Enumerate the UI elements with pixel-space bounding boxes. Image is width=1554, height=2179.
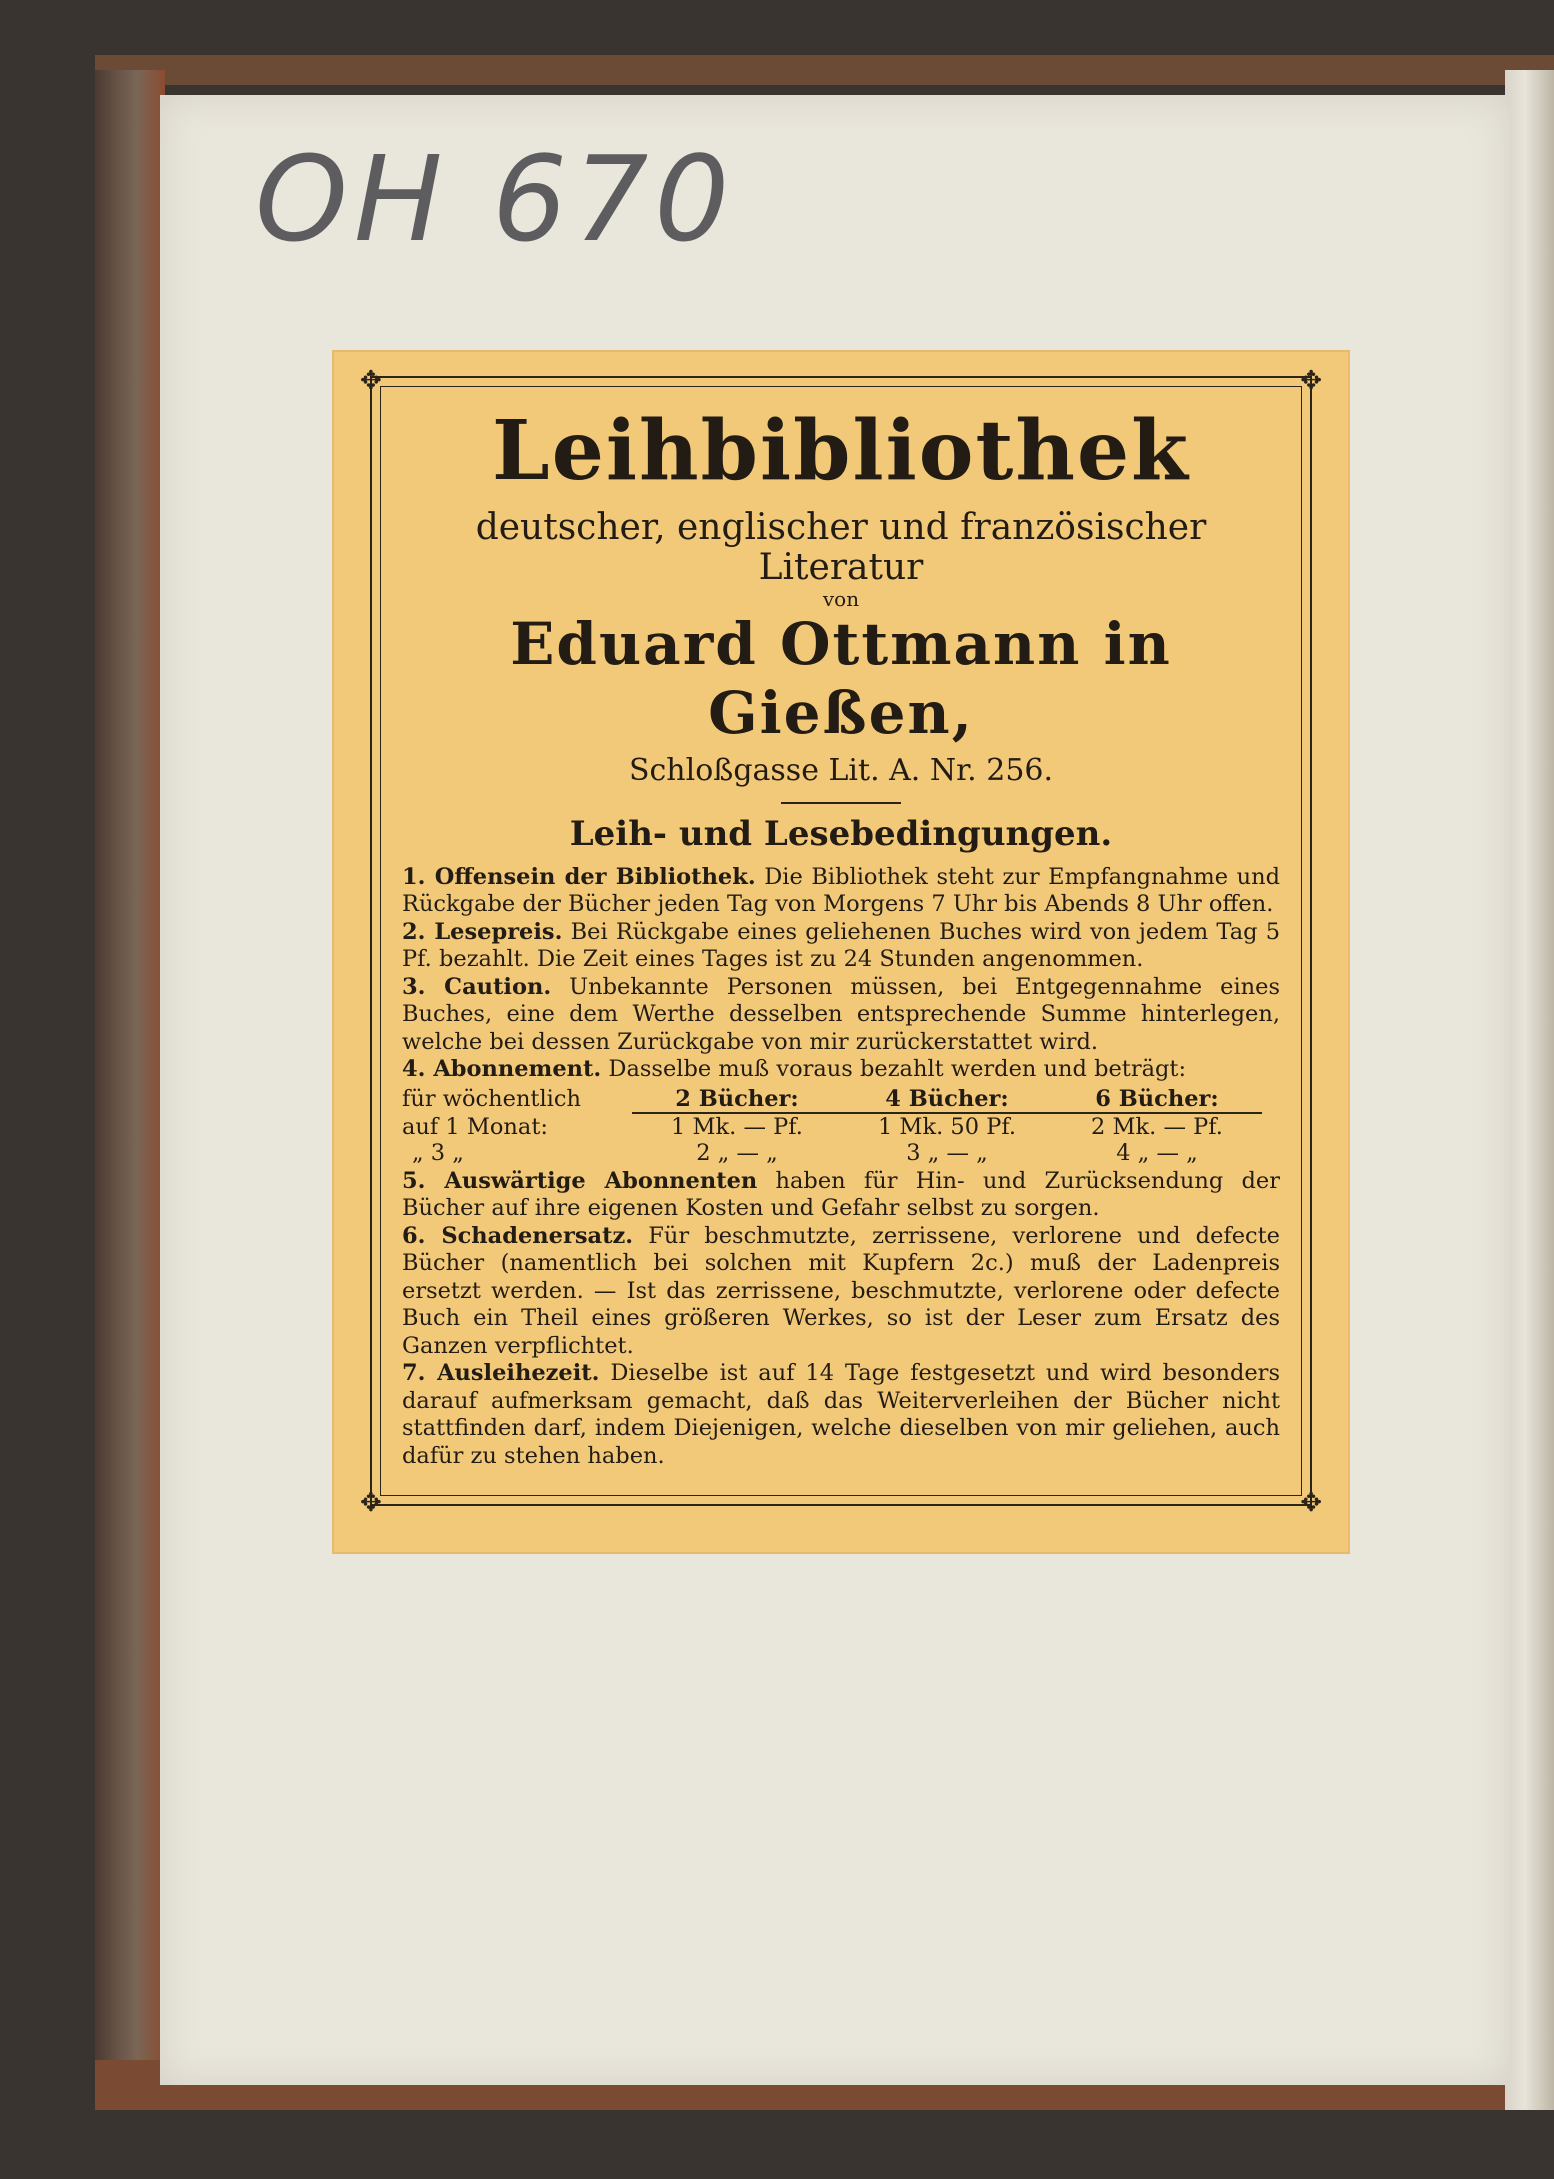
table-cell: 1 Mk. — Pf. <box>671 1113 803 1140</box>
condition-7 <box>402 1360 1280 1470</box>
table-header: 6 Bücher: <box>1052 1086 1262 1114</box>
owner-name: Eduard Ottmann in Gießen, <box>510 609 1172 748</box>
condition-number: 1. Offensein der Bibliothek. <box>402 863 756 890</box>
condition-number: 5. Auswärtige Abonnenten <box>402 1167 758 1194</box>
subscription-table <box>402 1086 1280 1166</box>
corner-ornament-icon: ✥ <box>1300 1488 1322 1518</box>
condition-3 <box>402 974 1280 1057</box>
book-cover-left-edge <box>95 70 165 2110</box>
book-cover-top-edge <box>95 55 1554 85</box>
condition-text: Unbekannte Personen müssen, bei Entgegennahme eines Buches, eine dem Werthe desselben entsprechende Summe hinterlegen, welche bei dessen Zurückgabe von mir zurückerstattet wird. <box>402 973 1280 1055</box>
divider <box>781 802 901 804</box>
table-cell: 1 Mk. 50 Pf. <box>877 1113 1017 1140</box>
handwritten-shelfmark: OH 670 <box>255 130 736 268</box>
label-title: Leihbibliothek <box>492 403 1190 499</box>
corner-ornament-icon: ✥ <box>1300 366 1322 396</box>
condition-text: Dieselbe ist auf 14 Tage festgesetzt und wird besonders darauf aufmerksam gemacht, daß das Weiterverleihen der Bücher nicht stattfinden darf, indem Diejenigen, welche dieselben von mir geliehen, auch dafür zu stehen haben. <box>402 1360 1280 1469</box>
library-label <box>334 352 1348 1552</box>
condition-1 <box>402 864 1280 919</box>
table-cell: für wöchentlich <box>402 1085 581 1112</box>
page-fore-edge <box>1505 70 1554 2110</box>
table-header: 4 Bücher: <box>842 1086 1052 1114</box>
table-cell: 4 „ — „ <box>1116 1139 1198 1166</box>
condition-number: 4. Abonnement. <box>402 1056 602 1083</box>
table-cell: 2 „ — „ <box>696 1139 778 1166</box>
table-cell: „ 3 „ <box>412 1139 464 1166</box>
owner-address: Schloßgasse Lit. A. Nr. 256. <box>628 752 1054 788</box>
condition-number: 3. Caution. <box>402 973 552 1000</box>
condition-5 <box>402 1168 1280 1223</box>
table-cell: 3 „ — „ <box>906 1139 988 1166</box>
condition-4 <box>402 1056 1280 1084</box>
table-cell: 2 Mk. — Pf. <box>1091 1113 1223 1140</box>
condition-2 <box>402 919 1280 974</box>
condition-text: haben für Hin- und Zurücksendung der Bücher auf ihre eigenen Kosten und Gefahr selbst zu sorgen. <box>402 1167 1280 1222</box>
condition-text: Die Bibliothek steht zur Empfangnahme und Rückgabe der Bücher jeden Tag von Morgens 7 Uhr bis Abends 8 Uhr offen. <box>402 863 1280 918</box>
condition-text: Für beschmutzte, zerrissene, verlorene und defecte Bücher (namentlich bei solchen mit Kupfern 2c.) muß der Ladenpreis ersetzt werden. — Ist das zerrissene, beschmutzte, verlorene oder defecte Buch ein Theil eines größeren Werkes, so ist der Leser zum Ersatz des Ganzen verpflichtet. <box>402 1222 1280 1359</box>
condition-6 <box>402 1223 1280 1361</box>
label-content <box>402 402 1280 1482</box>
condition-text: Bei Rückgabe eines geliehenen Buches wird von jedem Tag 5 Pf. bezahlt. Die Zeit eines Tages ist zu 24 Stunden angenommen. <box>402 918 1281 973</box>
label-von: von <box>822 586 860 611</box>
table-header: 2 Bücher: <box>632 1086 842 1114</box>
label-subtitle: deutscher, englischer und französischer Literatur <box>475 507 1207 588</box>
condition-number: 2. Lesepreis. <box>402 918 563 945</box>
condition-number: 7. Ausleihezeit. <box>402 1360 600 1387</box>
conditions-heading: Leih- und Lesebedingungen. <box>569 813 1113 854</box>
condition-number: 6. Schadenersatz. <box>402 1222 634 1249</box>
corner-ornament-icon: ✥ <box>360 1488 382 1518</box>
condition-text: Dasselbe muß voraus bezahlt werden und beträgt: <box>601 1056 1187 1083</box>
table-cell: auf 1 Monat: <box>402 1113 548 1140</box>
corner-ornament-icon: ✥ <box>360 366 382 396</box>
